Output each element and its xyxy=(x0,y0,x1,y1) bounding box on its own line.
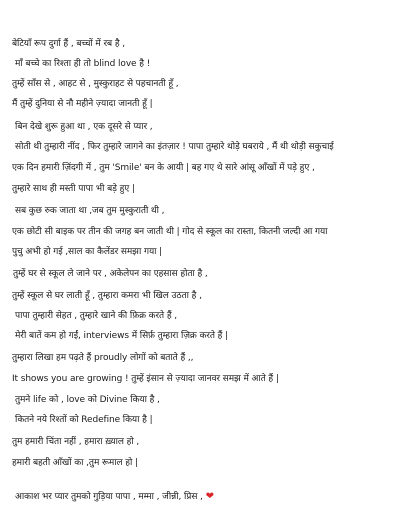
letter-line-3: तुम्हें साँस से , आहट से , मुस्कुराहट से पहचानती हूँ , xyxy=(12,79,179,89)
letter-line-13: तुम्हें स्कूल से घर लाती हूँ , तुम्हारा कमरा भी खिल उठता है , xyxy=(12,291,202,301)
letter-line-1: बेटियाँ रूप दुर्गा हैं , बच्चों में रब है , xyxy=(12,39,126,49)
letter-line-17: It shows you are growing ! तुम्हें इंसान से ज़्यादा जानवर समझ में आते हैं | xyxy=(12,374,279,384)
letter-line-18: तुमने life को , love को Divine किया है , xyxy=(15,395,160,405)
letter-line-11: पुचु अभी हो गई ,साल का कैलेंडर समझा गया | xyxy=(12,247,163,257)
letter-line-14: पापा तुम्हारी सेहत , तुम्हारे खाने की फ़िक्र करते हैं , xyxy=(15,311,178,321)
letter-line-15: मेरी बातें कम हो गईं, interviews में सिर्फ़ तुम्हारा ज़िक्र करते हैं | xyxy=(15,331,229,341)
letter-line-19: कितने नये रिश्तों को Redefine किया है | xyxy=(15,415,153,425)
letter-line-21: हमारी बहती आँखों का ,तुम रूमाल हो | xyxy=(12,458,138,468)
letter-line-6: सोती थी तुम्हारी नींद , फिर तुम्हारे जागने का इंतज़ार ! पापा तुम्हारे थोड़े घबराये , मैं थी थोड़ी सकुचाई xyxy=(15,142,334,152)
letter-line-7: एक दिन हमारी ज़िंदगी में , तुम 'Smile' बन के आयी | बह गए थे सारे आंसू आँखों में पड़े हुए , xyxy=(12,163,315,173)
letter-line-16: तुम्हारा लिखा हम पढ़ते हैं proudly लोगों को बताते हैं ,, xyxy=(12,353,194,363)
red-heart-icon: ❤ xyxy=(205,491,214,502)
letter-line-8: तुम्हारे साथ ही मस्ती पापा भी बड़े हुए | xyxy=(12,184,135,194)
letter-line-10: एक छोटी सी बाइक पर तीन की जगह बन जाती थी | गोद से स्कूल का रास्ता, कितनी जल्दी आ गया xyxy=(12,227,328,237)
letter-line-9: सब कुछ रुक जाता था ,जब तुम मुस्कुराती थी , xyxy=(15,206,165,216)
letter-closing-text: आकाश भर प्यार तुमको गुड़िया पापा , मम्मा , जीन्नी, प्रिस , xyxy=(15,492,203,502)
letter-line-2: माँ बच्चे का रिश्ता ही तो blind love है ! xyxy=(15,59,151,69)
letter-line-5: बिन देखे शुरू हुआ था , एक दूसरे से प्यार , xyxy=(15,122,153,132)
letter-line-20: तुम हमारी चिंता नहीं , हमारा ख़्याल हो , xyxy=(12,437,140,447)
letter-closing-line xyxy=(15,491,214,503)
letter-line-12: तुम्हें घर से स्कूल ले जाने पर , अकेलेपन का एहसास होता है , xyxy=(13,269,208,279)
letter-line-4: मैं तुम्हें दुनिया से नौ महीने ज़्यादा जानती हूँ | xyxy=(12,99,153,109)
